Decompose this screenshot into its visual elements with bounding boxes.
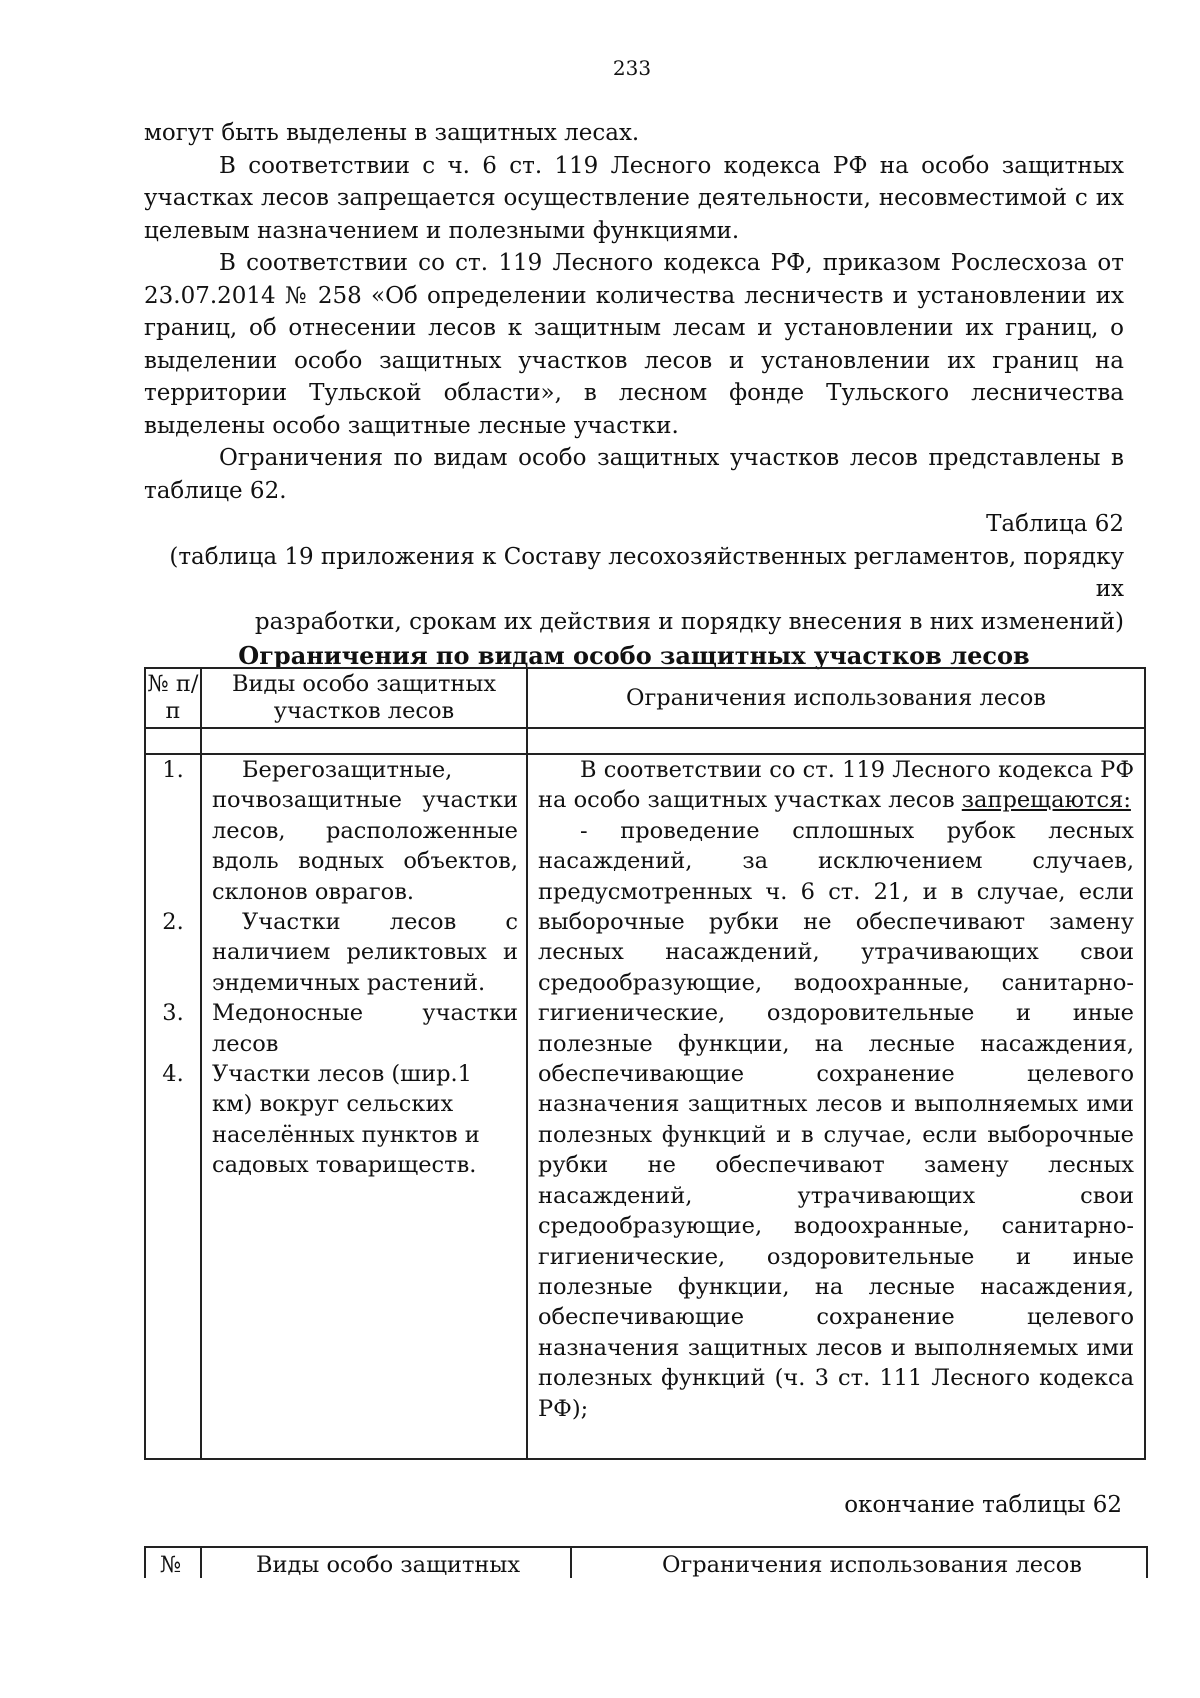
continuation-table-header [144,1546,1148,1578]
table-spacer-row [145,728,1145,754]
header-num: № п/п [145,668,201,728]
restrictions-table [144,667,1146,1460]
cont-divider-1 [200,1548,202,1578]
cont-divider-2 [570,1548,572,1578]
row-number-2: 2. [162,909,184,935]
table-source-line-1: (таблица 19 приложения к Составу лесохозяйственных регламентов, порядку их [169,543,1124,602]
paragraph-1: могут быть выделены в защитных лесах. [144,120,640,146]
restriction-prohibited: запрещаются: [961,787,1131,814]
paragraph-4: Ограничения по видам особо защитных участков лесов представлены в таблице 62. [144,445,1124,504]
restrictions-cell [527,754,1145,1459]
paragraph-2: В соответствии с ч. 6 ст. 119 Лесного кодекса РФ на особо защитных участках лесов запрещается осуществление деятельности, несовместимой с их целевым назначением и полезными функциями. [144,152,1124,244]
type-1: Берегозащитные, почвозащитные участки лесов, расположенные вдоль водных объектов, склонов оврагов. [212,757,518,905]
cont-header-restrictions: Ограничения использования лесов [662,1552,1082,1578]
row-types-cell [201,754,527,1459]
page-number: 233 [612,56,652,80]
type-3: Медоносные участки лесов [212,1000,518,1057]
table-source-line-2: разработки, срокам их действия и порядку внесения в них изменений) [254,608,1124,635]
type-2: Участки лесов с наличием реликтовых и эндемичных растений. [212,909,518,996]
restriction-intro-text: В соответствии со ст. 119 Лесного кодекса РФ на особо защитных участках лесов [538,757,1134,814]
paragraph-3: В соответствии со ст. 119 Лесного кодекса РФ, приказом Рослесхоза от 23.07.2014 № 258 «Об определении количества лесничеств и установлении их границ, об отнесении лесов к защитным лесам и установлении их границ, о выделении особо защитных участков лесов и установлении их границ на территории Тульской области», в лесном фонде Тульского лесничества выделены особо защитные лесные участки. [144,250,1124,439]
table-row [145,754,1145,1459]
header-restrictions: Ограничения использования лесов [527,668,1145,728]
row-number-4: 4. [162,1061,184,1087]
row-numbers-cell [145,754,201,1459]
restriction-item-1: - проведение сплошных рубок лесных насаждений, за исключением случаев, предусмотренных ч. 6 ст. 21, и в случае, если выборочные рубки не обеспечивают замену лесных насаждений, утрачивающих свои средообразующие, водоохранные, санитарно-гигиенические, оздоровительные и иные полезные функции, на лесные насаждения, обеспечивающие сохранение целевого назначения защитных лесов и выполняемых ими полезных функций и в случае, если выборочные рубки не обеспечивают замену лесных насаждений, утрачивающих свои средообразующие, водоохранные, санитарно-гигиенические, оздоровительные и иные полезные функции, на лесные насаждения, обеспечивающие сохранение целевого назначения защитных лесов и выполняемых ими полезных функций (ч. 3 ст. 111 Лесного кодекса РФ); [538,817,1134,1422]
row-number-1: 1. [162,757,184,783]
row-number-3: 3. [162,1000,184,1026]
continuation-label: окончание таблицы 62 [844,1492,1122,1518]
table-title: Ограничения по видам особо защитных участков лесов [238,641,1030,670]
header-types: Виды особо защитных участков лесов [201,668,527,728]
cont-header-num: № [160,1552,182,1578]
table-label: Таблица 62 [986,511,1124,537]
body-text [144,117,1124,507]
cont-header-types: Виды особо защитных [256,1552,521,1578]
table-header-row [145,668,1145,728]
restriction-intro [538,755,1134,816]
type-4: Участки лесов (шир.1 км) вокруг сельских населённых пунктов и садовых товариществ. [212,1061,480,1179]
table-caption [144,508,1124,673]
